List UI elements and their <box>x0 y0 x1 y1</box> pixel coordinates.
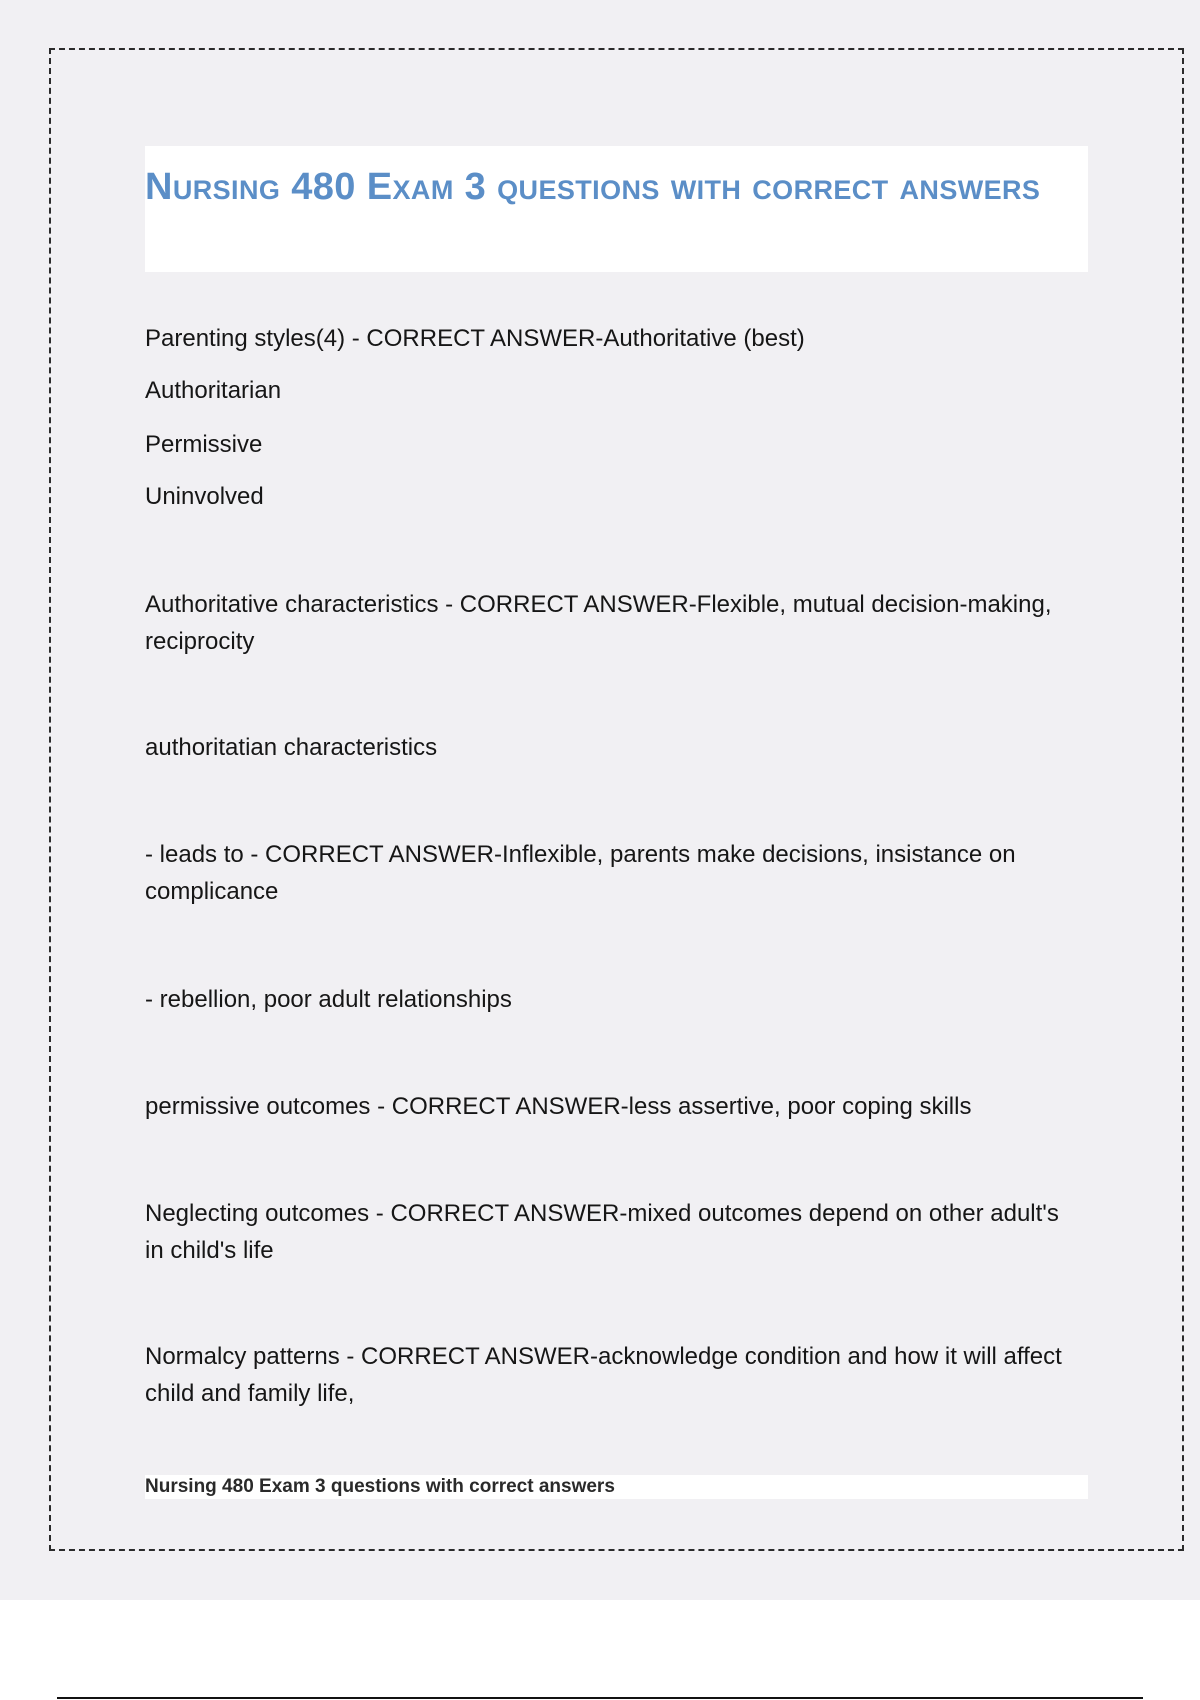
qa-line: permissive outcomes - CORRECT ANSWER-less assertive, poor coping skills <box>145 1093 972 1120</box>
qa-line: Neglecting outcomes - CORRECT ANSWER-mixed outcomes depend on other adult's in child's life <box>145 1200 1059 1264</box>
qa-line: Parenting styles(4) - CORRECT ANSWER-Authoritative (best) <box>145 325 805 352</box>
qa-line: Authoritarian <box>145 377 282 404</box>
document-page <box>49 48 1184 1551</box>
document-title: Nursing 480 Exam 3 questions with correct answers <box>145 166 1041 208</box>
qa-line: Normalcy patterns - CORRECT ANSWER-acknowledge condition and how it will affect child and family life, <box>145 1343 1062 1407</box>
qa-line: Authoritative characteristics - CORRECT ANSWER-Flexible, mutual decision-making, reciprocity <box>145 591 1052 655</box>
page-footer <box>145 1475 1088 1499</box>
qa-line: Uninvolved <box>145 483 264 510</box>
qa-line: Permissive <box>145 431 263 458</box>
qa-line: - leads to - CORRECT ANSWER-Inflexible, parents make decisions, insistance on complicance <box>145 841 1016 905</box>
qa-line: authoritatian characteristics <box>145 734 438 761</box>
bottom-divider <box>57 1697 1143 1699</box>
title-block <box>145 146 1088 272</box>
footer-text: Nursing 480 Exam 3 questions with correct answers <box>145 1476 615 1497</box>
qa-line: - rebellion, poor adult relationships <box>145 986 512 1013</box>
